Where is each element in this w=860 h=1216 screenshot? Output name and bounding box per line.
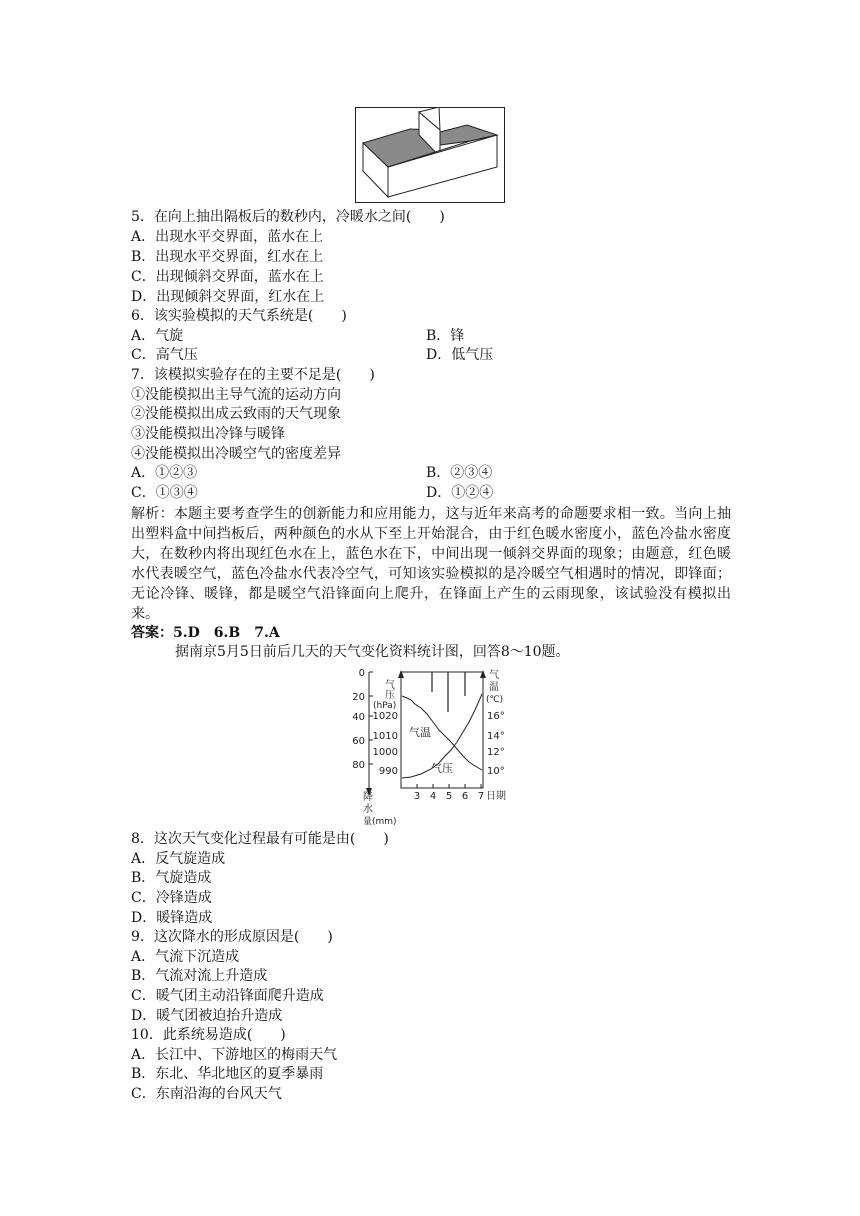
- q5-stem: 5．在向上抽出隔板后的数秒内，冷暖水之间( ): [131, 209, 445, 225]
- q10-option-a[interactable]: A．长江中、下游地区的梅雨天气: [131, 1047, 338, 1063]
- pressure-label-1: 气: [385, 680, 395, 691]
- pressure-tick-990: 990: [378, 766, 398, 777]
- x-tick-7: 7: [477, 791, 485, 802]
- q6-stem: 6．该实验模拟的天气系统是( ): [131, 308, 347, 324]
- pressure-tick-1020: 1020: [372, 711, 398, 722]
- precip-label-2: 水: [363, 804, 373, 815]
- q8-option-d[interactable]: D．暖锋造成: [131, 910, 213, 926]
- temp-label-2: 温: [489, 682, 499, 693]
- q8-stem: 8．这次天气变化过程最有可能是由( ): [131, 831, 389, 847]
- q9-option-d[interactable]: D．暖气团被迫抬升造成: [131, 1008, 283, 1024]
- q6-option-d[interactable]: D．低气压: [426, 347, 494, 363]
- q5-option-d[interactable]: D．出现倾斜交界面，红水在上: [131, 289, 325, 305]
- q5-option-c[interactable]: C．出现倾斜交界面，蓝水在上: [131, 269, 324, 285]
- q6-option-b[interactable]: B．锋: [426, 328, 465, 344]
- analysis-paragraph: 解析：本题主要考查学生的创新能力和应用能力，这与近年来高考的命题要求相一致。当向上抽出塑料盒中间挡板后，两种颜色的水从下至上开始混合，由于红色暖水密度小，蓝色冷盐水密度大，在数秒内将出现红色水在上，蓝色水在下，中间出现一倾斜交界面的现象；由题意，红色暖水代表暖空气，蓝色冷盐水代表冷空气，可知该实验模拟的是冷暖空气相遇时的情况，即锋面；无论冷锋、暖锋，都是暖空气沿锋面向上爬升，在锋面上产生的云雨现象，该试验没有模拟出来。: [131, 506, 731, 622]
- precip-tick-20: 20: [352, 692, 365, 703]
- q7-item-1: ①没能模拟出主导气流的运动方向: [131, 387, 341, 403]
- q8-option-a[interactable]: A．反气旋造成: [131, 851, 226, 867]
- temp-tick-10: 10°: [487, 766, 505, 777]
- answer-line: 答案：5.D 6.B 7.A: [131, 625, 280, 641]
- q9-option-a[interactable]: A．气流下沉造成: [131, 949, 240, 965]
- x-tick-3: 3: [413, 791, 421, 802]
- x-tick-4: 4: [429, 791, 437, 802]
- pressure-curve-label: 气压: [431, 762, 453, 775]
- intro-line: 据南京5月5日前后几天的天气变化资料统计图，回答8～10题。: [175, 644, 570, 660]
- q7-option-c[interactable]: C．①③④: [131, 485, 198, 501]
- q5-option-b[interactable]: B．出现水平交界面，红水在上: [131, 249, 324, 265]
- temperature-curve-label: 气温: [409, 726, 431, 739]
- precip-label-1: 降: [363, 792, 373, 803]
- precip-tick-60: 60: [352, 736, 365, 747]
- pressure-tick-1010: 1010: [372, 731, 398, 742]
- q7-item-2: ②没能模拟出成云致雨的天气现象: [131, 406, 341, 422]
- pressure-tick-1000: 1000: [372, 747, 398, 758]
- x-tick-5: 5: [445, 791, 453, 802]
- pressure-label-3: (hPa): [373, 701, 397, 711]
- precip-tick-80: 80: [352, 760, 365, 771]
- q6-option-c[interactable]: C．高气压: [131, 347, 198, 363]
- temp-label-1: 气: [489, 670, 499, 681]
- x-axis-label: 日期: [486, 791, 506, 802]
- q10-option-c[interactable]: C．东南沿海的台风天气: [131, 1086, 282, 1102]
- q8-option-b[interactable]: B．气旋造成: [131, 870, 212, 886]
- x-tick-6: 6: [461, 791, 469, 802]
- q7-stem: 7．该模拟实验存在的主要不足是( ): [131, 367, 375, 383]
- q8-option-c[interactable]: C．冷锋造成: [131, 890, 212, 906]
- q9-stem: 9．这次降水的形成原因是( ): [131, 929, 333, 945]
- precip-tick-0: 0: [358, 668, 365, 679]
- temp-tick-16: 16°: [487, 711, 505, 722]
- temp-tick-12: 12°: [487, 747, 505, 758]
- temp-label-3: (℃): [486, 695, 504, 705]
- q10-option-b[interactable]: B．东北、华北地区的夏季暴雨: [131, 1066, 324, 1082]
- pressure-label-2: 压: [385, 690, 395, 701]
- q9-option-b[interactable]: B．气流对流上升造成: [131, 968, 268, 984]
- q9-option-c[interactable]: C．暖气团主动沿锋面爬升造成: [131, 988, 324, 1004]
- q7-option-a[interactable]: A．①②③: [131, 465, 198, 481]
- precip-label-3: 量(mm): [363, 817, 397, 827]
- q10-stem: 10．此系统易造成( ): [131, 1027, 286, 1043]
- q7-item-3: ③没能模拟出冷锋与暖锋: [131, 426, 285, 442]
- precip-tick-40: 40: [352, 712, 365, 723]
- q5-option-a[interactable]: A．出现水平交界面，蓝水在上: [131, 229, 324, 245]
- q7-option-d[interactable]: D．①②④: [426, 485, 494, 501]
- experiment-box-figure: [355, 107, 505, 203]
- q7-option-b[interactable]: B．②③④: [426, 465, 493, 481]
- weather-chart-figure: [345, 666, 515, 834]
- temp-tick-14: 14°: [487, 731, 505, 742]
- q6-option-a[interactable]: A．气旋: [131, 328, 184, 344]
- q7-item-4: ④没能模拟出冷暖空气的密度差异: [131, 446, 341, 462]
